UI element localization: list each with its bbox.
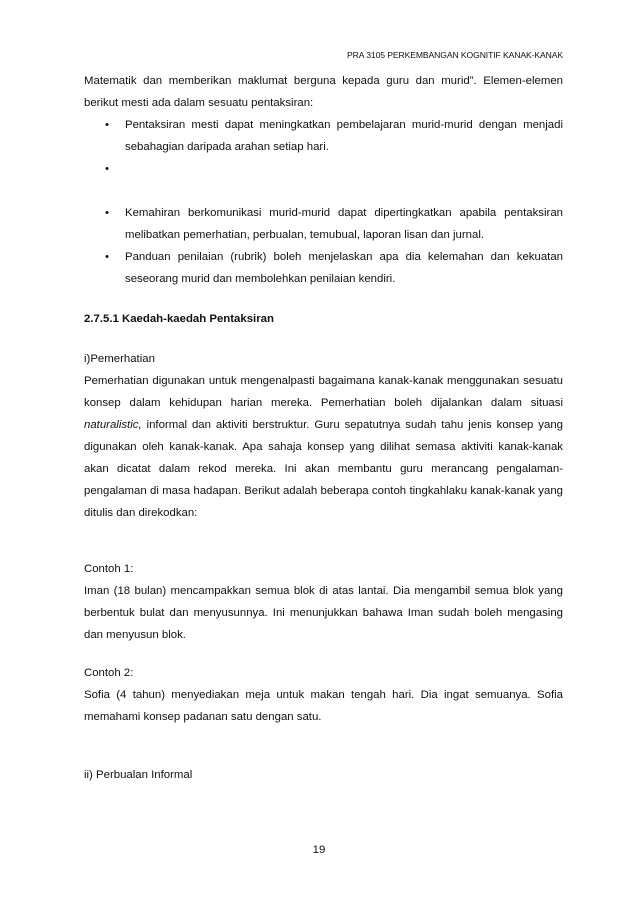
spacer [84,646,563,662]
list-item-text: Pentaksiran mesti dapat meningkatkan pembelajaran murid-murid dengan menjadi sebahagian daripada arahan setiap hari. [125,119,563,153]
spacer [84,330,563,348]
spacer [84,728,563,764]
spacer [84,290,563,308]
spacer [84,524,563,558]
list-item [84,114,563,158]
list-item-text: Kemahiran berkomunikasi murid-murid dapat dipertingkatkan apabila pentaksiran melibatkan pemerhatian, perbualan, temubual, laporan lisan dan jurnal. [125,207,563,241]
page-number: 19 [312,844,326,856]
example-text: Iman (18 bulan) mencampakkan semua blok di atas lantai. Dia mengambil semua blok yang berbentuk bulat dan menyusunnya. Ini menunjukkan bahawa Iman sudah boleh mengasing dan menyusun blok. [84,585,563,641]
subsection-title: ii) Perbualan Informal [84,769,193,781]
list-item [84,202,563,246]
list-item [84,158,563,180]
example-label: Contoh 1: [84,563,134,575]
observation-text-end: informal dan aktiviti berstruktur. Guru sepatutnya sudah tahu jenis konsep yang digunakan oleh kanak-kanak. Apa sahaja konsep yang dilihat semasa aktiviti kanak-kanak akan dicatat dalam rekod mereka. Ini akan membantu guru merancang pengalaman-pengalaman di masa hadapan. Berikut adalah beberapa contoh tingkahlaku kanak-kanak yang ditulis dan direkodkan: [84,419,563,519]
list-item-text [125,163,128,175]
example-text: Sofia (4 tahun) menyediakan meja untuk makan tengah hari. Dia ingat semuanya. Sofia memahami konsep padanan satu dengan satu. [84,689,563,723]
page-content [84,70,563,786]
observation-text-start: Pemerhatian digunakan untuk mengenalpasti bagaimana kanak-kanak menggunakan sesuatu konsep dalam kehidupan harian mereka. Pemerhatian boleh dijalankan dalam situasi [84,375,563,409]
page-header: PRA 3105 PERKEMBANGAN KOGNITIF KANAK-KANAK [347,50,563,60]
list-item [84,246,563,290]
section-heading: 2.7.5.1 Kaedah-kaedah Pentaksiran [84,313,274,325]
bullet-dot-icon: • [105,207,109,219]
element-list [84,114,563,290]
spacer [84,180,563,202]
bullet-dot-icon: • [105,251,109,263]
subsection-title: i)Pemerhatian [84,353,155,365]
intro-paragraph: Matematik dan memberikan maklumat berguna kepada guru dan murid”. Elemen-elemen berikut mesti ada dalam sesuatu pentaksiran: [84,75,563,109]
example-label: Contoh 2: [84,667,134,679]
observation-paragraph [84,370,563,524]
list-item-text: Panduan penilaian (rubrik) boleh menjelaskan apa dia kelemahan dan kekuatan seseorang murid dan membolehkan penilaian kendiri. [125,251,563,285]
observation-text-italic: naturalistic, [84,419,142,431]
bullet-dot-icon: • [105,119,109,131]
bullet-dot-icon: • [105,163,109,175]
